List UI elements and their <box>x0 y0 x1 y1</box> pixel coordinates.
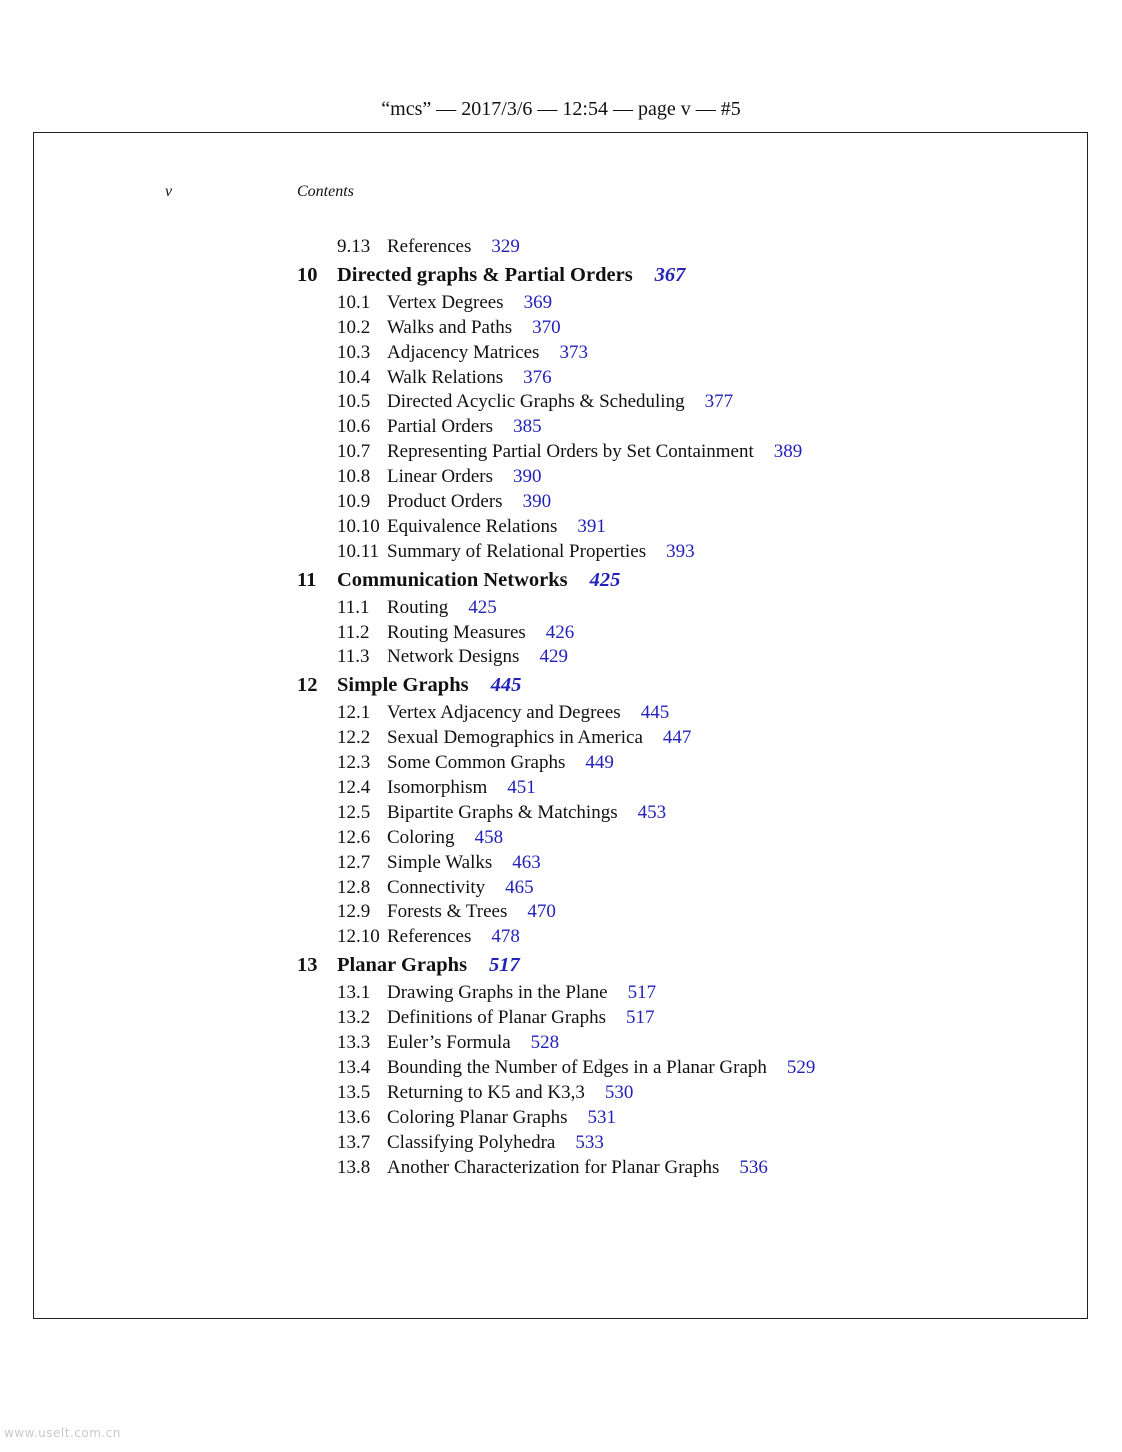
section-title: Another Characterization for Planar Graphs <box>387 1156 720 1178</box>
section-number: 10.11 <box>337 540 380 562</box>
toc-section-entry[interactable] <box>297 701 997 726</box>
toc-section-entry[interactable] <box>297 876 997 901</box>
section-number: 13.1 <box>337 982 371 1004</box>
section-title: Linear Orders <box>387 466 494 488</box>
page-number-link[interactable]: 370 <box>532 316 561 338</box>
page-number-link[interactable]: 531 <box>587 1106 616 1128</box>
page-number-link[interactable]: 528 <box>530 1032 560 1054</box>
section-title: Adjacency Matrices <box>387 341 540 363</box>
toc-section-entry[interactable] <box>297 515 997 540</box>
section-number: 12.5 <box>337 801 371 823</box>
toc-section-entry[interactable] <box>297 826 997 851</box>
section-title: Partial Orders <box>387 416 494 438</box>
toc-section-entry[interactable] <box>297 235 997 260</box>
section-number: 12.9 <box>337 901 371 923</box>
toc-section-entry[interactable] <box>297 316 997 341</box>
chapter-title: Communication Networks <box>337 568 568 591</box>
section-number: 10.9 <box>337 491 371 513</box>
section-number: 10.7 <box>337 441 371 463</box>
page-number-link[interactable]: 458 <box>474 826 504 848</box>
page-number-link[interactable]: 425 <box>589 568 621 591</box>
page-header: “mcs” — 2017/3/6 — 12:54 — page v — #5 <box>381 98 741 120</box>
page-number-link[interactable]: 447 <box>662 727 692 749</box>
page-number-link[interactable]: 451 <box>507 777 536 799</box>
section-title: References <box>387 236 472 257</box>
page-number-link[interactable]: 389 <box>773 441 803 463</box>
section-number: 10.8 <box>337 466 371 488</box>
section-title: Returning to K5 and K3,3 <box>387 1081 585 1103</box>
page-number-link[interactable]: 445 <box>490 674 522 697</box>
section-title: Coloring <box>387 826 455 848</box>
page-number-link[interactable]: 390 <box>513 466 542 488</box>
section-number: 12.8 <box>337 876 371 898</box>
section-title: Equivalence Relations <box>387 515 558 537</box>
toc-chapter-entry[interactable] <box>297 260 997 291</box>
toc-section-entry[interactable] <box>297 1081 997 1106</box>
toc-section-entry[interactable] <box>297 751 997 776</box>
page-number-link[interactable]: 390 <box>522 491 552 513</box>
table-of-contents <box>297 235 997 1180</box>
page-number-link[interactable]: 426 <box>545 621 575 643</box>
section-number: 10.3 <box>337 341 371 363</box>
chapter-number: 13 <box>297 954 318 977</box>
section-number: 12.3 <box>337 752 371 774</box>
section-number: 10.5 <box>337 391 371 413</box>
page-number-link[interactable]: 429 <box>539 646 568 668</box>
section-number: 10.4 <box>337 366 371 388</box>
page-number-link[interactable]: 373 <box>559 341 588 363</box>
page-number-link[interactable]: 453 <box>637 801 667 823</box>
section-number: 10.2 <box>337 316 371 338</box>
toc-section-entry[interactable] <box>297 540 997 565</box>
section-number: 13.4 <box>337 1056 371 1078</box>
section-number: 13.3 <box>337 1032 371 1054</box>
page-number-link[interactable]: 529 <box>786 1056 816 1078</box>
chapter-title: Directed graphs & Partial Orders <box>337 263 633 286</box>
section-title: Euler’s Formula <box>387 1032 511 1054</box>
chapter-number: 10 <box>297 263 318 286</box>
page-number-link[interactable]: 377 <box>704 391 734 413</box>
toc-section-entry[interactable] <box>297 596 997 621</box>
toc-section-entry[interactable] <box>297 1131 997 1156</box>
toc-section-entry[interactable] <box>297 1106 997 1131</box>
page-number-link[interactable]: 517 <box>625 1007 655 1029</box>
section-number: 12.4 <box>337 777 371 799</box>
toc-section-entry[interactable] <box>297 490 997 515</box>
page-number-link[interactable]: 517 <box>627 982 657 1004</box>
section-number: 12.10 <box>337 926 380 948</box>
section-title: Forests & Trees <box>387 901 508 923</box>
section-title: Vertex Degrees <box>387 291 504 313</box>
chapter-title: Simple Graphs <box>337 674 469 697</box>
page-number-link[interactable]: 530 <box>604 1081 634 1103</box>
section-title: Representing Partial Orders by Set Containment <box>387 441 754 463</box>
page-number-link[interactable]: 367 <box>654 263 686 286</box>
toc-section-entry[interactable] <box>297 440 997 465</box>
section-number: 12.6 <box>337 826 371 848</box>
section-number: 13.2 <box>337 1007 371 1029</box>
page-number-link[interactable]: 517 <box>489 954 520 977</box>
section-title: References <box>387 926 472 948</box>
section-number: 12.2 <box>337 727 371 749</box>
section-title: Isomorphism <box>387 777 488 799</box>
toc-chapter-entry[interactable] <box>297 670 997 701</box>
section-title: Bipartite Graphs & Matchings <box>387 801 618 823</box>
toc-section-entry[interactable] <box>297 1056 997 1081</box>
section-title: Routing <box>387 596 449 618</box>
running-head-title: Contents <box>297 183 354 200</box>
toc-section-entry[interactable] <box>297 341 997 366</box>
section-title: Connectivity <box>387 876 486 898</box>
section-number: 9.13 <box>337 236 371 257</box>
page-number-link[interactable]: 393 <box>666 540 695 562</box>
section-number: 13.5 <box>337 1081 371 1103</box>
toc-section-entry[interactable] <box>297 621 997 646</box>
section-title: Coloring Planar Graphs <box>387 1106 568 1128</box>
section-title: Definitions of Planar Graphs <box>387 1007 606 1029</box>
section-title: Bounding the Number of Edges in a Planar Graph <box>387 1056 767 1078</box>
section-title: Network Designs <box>387 646 520 668</box>
section-title: Directed Acyclic Graphs & Scheduling <box>387 391 685 413</box>
section-title: Sexual Demographics in America <box>387 727 643 749</box>
page-number-link[interactable]: 376 <box>523 366 552 388</box>
toc-chapter-entry[interactable] <box>297 565 997 596</box>
section-title: Simple Walks <box>387 851 493 873</box>
chapter-number: 11 <box>297 568 317 591</box>
toc-section-entry[interactable] <box>297 1006 997 1031</box>
section-title: Product Orders <box>387 491 503 513</box>
page-number-link[interactable]: 385 <box>513 416 542 438</box>
section-number: 10.6 <box>337 416 371 438</box>
toc-section-entry[interactable] <box>297 925 997 950</box>
toc-section-entry[interactable] <box>297 645 997 670</box>
page-number-link[interactable]: 369 <box>523 291 553 313</box>
section-number: 13.6 <box>337 1106 371 1128</box>
page-number-link[interactable]: 465 <box>505 876 534 898</box>
page-number-link[interactable]: 463 <box>512 851 541 873</box>
section-number: 12.1 <box>337 702 371 724</box>
toc-section-entry[interactable] <box>297 981 997 1006</box>
toc-section-entry[interactable] <box>297 1156 997 1181</box>
toc-section-entry[interactable] <box>297 390 997 415</box>
page-number-link[interactable]: 533 <box>575 1131 604 1153</box>
page-number-link[interactable]: 391 <box>577 515 606 537</box>
running-head-page-number: v <box>165 183 173 200</box>
section-number: 10.10 <box>337 515 380 537</box>
section-title: Routing Measures <box>387 621 526 643</box>
chapter-number: 12 <box>297 674 318 697</box>
section-title: Drawing Graphs in the Plane <box>387 982 608 1004</box>
toc-section-entry[interactable] <box>297 465 997 490</box>
page-number-link[interactable]: 478 <box>491 926 520 948</box>
toc-section-entry[interactable] <box>297 801 997 826</box>
chapter-title: Planar Graphs <box>337 954 468 977</box>
section-title: Summary of Relational Properties <box>387 540 647 562</box>
section-number: 12.7 <box>337 851 371 873</box>
toc-section-entry[interactable] <box>297 1031 997 1056</box>
section-number: 11.2 <box>337 621 370 643</box>
section-title: Walk Relations <box>387 366 504 388</box>
page-number-link[interactable]: 425 <box>468 596 497 618</box>
toc-section-entry[interactable] <box>297 900 997 925</box>
section-title: Vertex Adjacency and Degrees <box>387 702 621 724</box>
section-title: Walks and Paths <box>387 316 513 338</box>
page-number-link[interactable]: 445 <box>640 702 670 724</box>
toc-chapter-entry[interactable] <box>297 950 997 981</box>
watermark: www.uselt.com.cn <box>4 1426 121 1440</box>
page-number-link[interactable]: 329 <box>491 236 520 257</box>
section-title: Some Common Graphs <box>387 752 566 774</box>
toc-section-entry[interactable] <box>297 776 997 801</box>
page-number-link[interactable]: 536 <box>739 1156 768 1178</box>
page-number-link[interactable]: 470 <box>527 901 556 923</box>
toc-section-entry[interactable] <box>297 415 997 440</box>
section-number: 11.1 <box>337 596 370 618</box>
toc-section-entry[interactable] <box>297 851 997 876</box>
section-number: 13.7 <box>337 1131 371 1153</box>
section-number: 13.8 <box>337 1156 371 1178</box>
section-number: 11.3 <box>337 646 370 668</box>
section-title: Classifying Polyhedra <box>387 1131 556 1153</box>
toc-section-entry[interactable] <box>297 726 997 751</box>
section-number: 10.1 <box>337 291 371 313</box>
toc-section-entry[interactable] <box>297 366 997 391</box>
page-number-link[interactable]: 449 <box>585 752 614 774</box>
toc-section-entry[interactable] <box>297 291 997 316</box>
